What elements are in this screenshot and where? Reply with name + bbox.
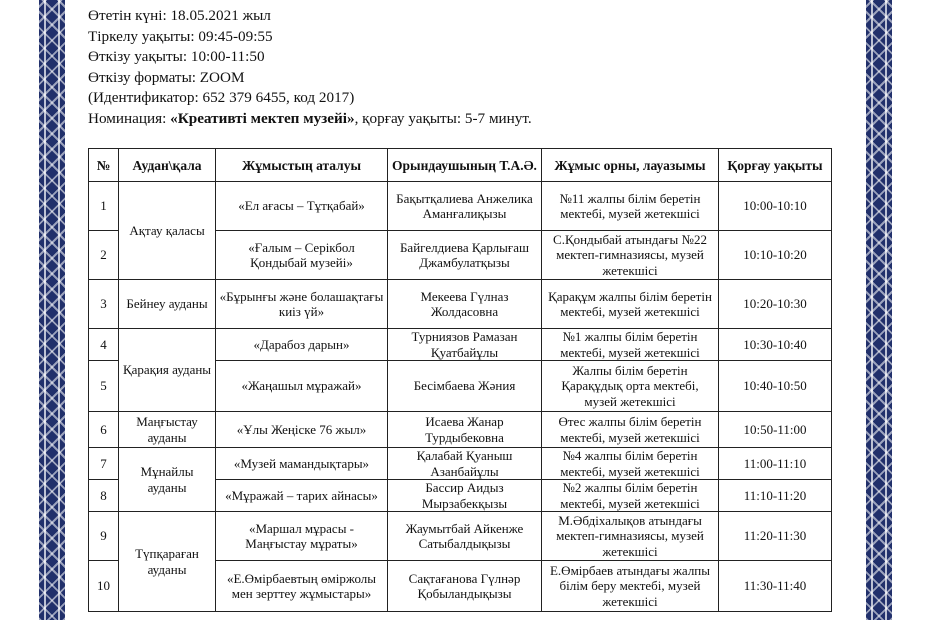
defense-time: 10:30-10:40 <box>719 329 832 361</box>
header-workplace: Жұмыс орны, лауазымы <box>542 149 719 182</box>
workplace: №1 жалпы білім беретін мектебі, музей жетекшісі <box>542 329 719 361</box>
district-cell: Мұнайлы ауданы <box>119 448 216 512</box>
header-title: Жұмыстың аталуы <box>216 149 388 182</box>
table-row <box>89 412 832 448</box>
defense-time: 10:50-11:00 <box>719 412 832 448</box>
workplace: Е.Өмірбаев атындағы жалпы білім беру мектебі, музей жетекшісі <box>542 561 719 612</box>
district-cell: Түпқараған ауданы <box>119 512 216 612</box>
work-title: «Мұражай – тарих айнасы» <box>216 480 388 512</box>
nomination-suffix: , қорғау уақыты: 5-7 минут. <box>354 109 532 127</box>
defense-time: 10:00-10:10 <box>719 182 832 231</box>
workplace: Қарақұм жалпы білім беретін мектебі, музей жетекшісі <box>542 280 719 329</box>
event-format: Өткізу форматы: ZOOM <box>88 68 245 86</box>
table-header-row <box>89 149 832 182</box>
nomination-prefix: Номинация: <box>88 109 171 127</box>
row-number: 2 <box>89 231 119 280</box>
defense-time: 11:20-11:30 <box>719 512 832 561</box>
author-name: Қалабай Қуаныш Азанбайұлы <box>388 448 542 480</box>
author-name: Бассир Аидыз Мырзабекқызы <box>388 480 542 512</box>
author-name: Жаумытбай Айкенже Сатыбалдықызы <box>388 512 542 561</box>
header-district: Аудан\қала <box>119 149 216 182</box>
author-name: Сақтағанова Гүлнәр Қобыландықызы <box>388 561 542 612</box>
work-title: «Бұрынғы және болашақтағы киіз үй» <box>216 280 388 329</box>
defense-time: 10:10-10:20 <box>719 231 832 280</box>
author-name: Турниязов Рамазан Қуатбайұлы <box>388 329 542 361</box>
row-number: 6 <box>89 412 119 448</box>
defense-time: 11:10-11:20 <box>719 480 832 512</box>
event-time: Өткізу уақыты: 10:00-11:50 <box>88 48 265 65</box>
row-number: 9 <box>89 512 119 561</box>
workplace: №4 жалпы білім беретін мектебі, музей жетекшісі <box>542 448 719 480</box>
ornament-border-right <box>866 0 892 620</box>
schedule-table <box>88 148 832 612</box>
row-number: 7 <box>89 448 119 480</box>
work-title: «Дарабоз дарын» <box>216 329 388 361</box>
header-time: Қорғау уақыты <box>719 149 832 182</box>
defense-time: 11:30-11:40 <box>719 561 832 612</box>
defense-time: 11:00-11:10 <box>719 448 832 480</box>
table-row <box>89 182 832 231</box>
header-number: № <box>89 149 119 182</box>
row-number: 5 <box>89 361 119 412</box>
row-number: 3 <box>89 280 119 329</box>
workplace: Жалпы білім беретін Қарақұдық орта мектебі, музей жетекшісі <box>542 361 719 412</box>
event-info <box>88 6 532 129</box>
nomination-name: «Креативті мектеп музейі» <box>170 109 355 127</box>
nomination-line <box>88 109 532 130</box>
workplace: М.Әбдіхалықов атындағы мектеп-гимназиясы, музей жетекшісі <box>542 512 719 561</box>
table-row <box>89 280 832 329</box>
defense-time: 10:20-10:30 <box>719 280 832 329</box>
author-name: Исаева Жанар Турдыбековна <box>388 412 542 448</box>
table-row <box>89 329 832 361</box>
row-number: 1 <box>89 182 119 231</box>
author-name: Бесімбаева Жәния <box>388 361 542 412</box>
work-title: «Е.Өмірбаевтың өміржолы мен зерттеу жұмыстары» <box>216 561 388 612</box>
work-title: «Маршал мұрасы - Маңғыстау мұраты» <box>216 512 388 561</box>
row-number: 10 <box>89 561 119 612</box>
ornament-border-left <box>39 0 65 620</box>
table-row <box>89 512 832 561</box>
district-cell: Қарақия ауданы <box>119 329 216 412</box>
workplace: С.Қондыбай атындағы №22 мектеп-гимназиясы, музей жетекшісі <box>542 231 719 280</box>
district-cell: Бейнеу ауданы <box>119 280 216 329</box>
work-title: «Ғалым – Серікбол Қондыбай музейі» <box>216 231 388 280</box>
district-cell: Маңғыстау ауданы <box>119 412 216 448</box>
author-name: Бақытқалиева Анжелика Аманғалиқызы <box>388 182 542 231</box>
workplace: Өтес жалпы білім беретін мектебі, музей жетекшісі <box>542 412 719 448</box>
work-title: «Ел ағасы – Тұтқабай» <box>216 182 388 231</box>
district-cell: Ақтау қаласы <box>119 182 216 280</box>
row-number: 8 <box>89 480 119 512</box>
author-name: Байгелдиева Қарлығаш Джамбулатқызы <box>388 231 542 280</box>
zoom-identifier: (Идентификатор: 652 379 6455, код 2017) <box>88 89 355 106</box>
registration-time: Тіркелу уақыты: 09:45-09:55 <box>88 27 273 45</box>
workplace: №11 жалпы білім беретін мектебі, музей жетекшісі <box>542 182 719 231</box>
author-name: Мекеева Гүлназ Жолдасовна <box>388 280 542 329</box>
work-title: «Жаңашыл мұражай» <box>216 361 388 412</box>
header-author: Орындаушының Т.А.Ә. <box>388 149 542 182</box>
row-number: 4 <box>89 329 119 361</box>
event-date: Өтетін күні: 18.05.2021 жыл <box>88 7 271 24</box>
defense-time: 10:40-10:50 <box>719 361 832 412</box>
work-title: «Ұлы Жеңіске 76 жыл» <box>216 412 388 448</box>
table-row <box>89 448 832 480</box>
workplace: №2 жалпы білім беретін мектебі, музей жетекшісі <box>542 480 719 512</box>
work-title: «Музей мамандықтары» <box>216 448 388 480</box>
